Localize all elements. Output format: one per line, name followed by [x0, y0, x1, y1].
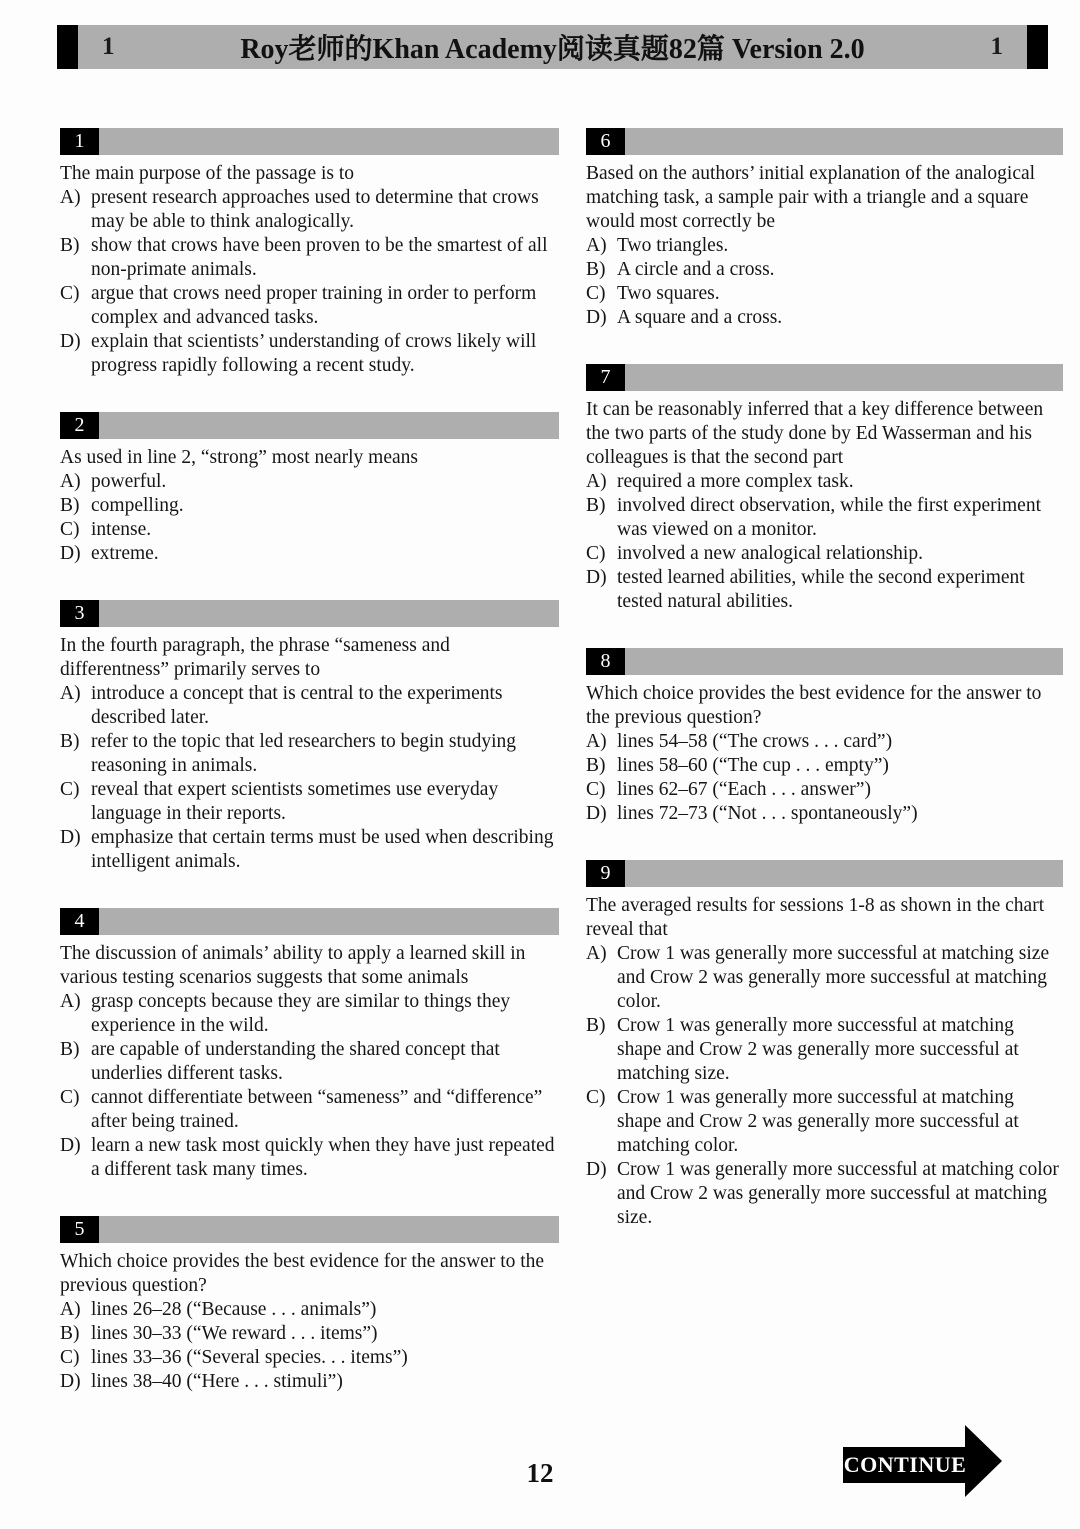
choice-text: grasp concepts because they are similar to things they experience in the wild.	[91, 991, 511, 1036]
question-header-fill	[99, 1216, 559, 1243]
choice-label: D)	[586, 567, 607, 588]
choice-text: learn a new task most quickly when they have just repeated a different task many times.	[91, 1135, 555, 1180]
choice-label: C)	[586, 779, 606, 800]
choice-text: lines 62–67 (“Each . . . answer”)	[617, 779, 871, 800]
choice-d	[60, 1134, 559, 1182]
choice-text: extreme.	[91, 543, 159, 564]
choice-d	[60, 826, 559, 874]
choice-label: B)	[586, 755, 606, 776]
choice-text: compelling.	[91, 495, 184, 516]
choice-c	[60, 1086, 559, 1134]
choice-text: present research approaches used to determine that crows may be able to think analogically.	[91, 187, 539, 232]
left-column	[60, 128, 559, 1428]
choice-text: required a more complex task.	[617, 471, 854, 492]
choice-text: emphasize that certain terms must be used when describing intelligent animals.	[91, 827, 554, 872]
choice-text: lines 26–28 (“Because . . . animals”)	[91, 1299, 377, 1320]
choice-label: B)	[586, 1015, 606, 1036]
choice-label: B)	[60, 235, 80, 256]
choice-c	[586, 1086, 1063, 1158]
page-header	[57, 25, 1048, 69]
choice-text: Two squares.	[617, 283, 720, 304]
continue-arrow-head-icon	[965, 1425, 1002, 1497]
question-2	[60, 412, 559, 566]
question-stem: As used in line 2, “strong” most nearly means	[60, 447, 418, 468]
choice-a	[60, 470, 559, 494]
question-6	[586, 128, 1063, 330]
choice-label: B)	[60, 731, 80, 752]
question-header-fill	[625, 648, 1063, 675]
choice-text: show that crows have been proven to be the smartest of all non-primate animals.	[91, 235, 548, 280]
question-1	[60, 128, 559, 378]
choice-a	[60, 186, 559, 234]
choice-label: C)	[60, 1347, 80, 1368]
question-number: 8	[586, 648, 625, 675]
choice-text: lines 38–40 (“Here . . . stimuli”)	[91, 1371, 343, 1392]
choice-label: A)	[586, 235, 607, 256]
question-stem: Which choice provides the best evidence for the answer to the previous question?	[586, 683, 1042, 728]
question-stem: Based on the authors’ initial explanation of the analogical matching task, a sample pair with a triangle and a square would most correctly be	[586, 163, 1036, 232]
choice-label: A)	[60, 991, 81, 1012]
choice-label: A)	[586, 471, 607, 492]
choice-text: Crow 1 was generally more successful at matching color and Crow 2 was generally more successful at matching size.	[617, 1159, 1059, 1228]
choice-text: are capable of understanding the shared concept that underlies different tasks.	[91, 1039, 500, 1084]
question-header-fill	[99, 128, 559, 155]
choice-a	[586, 470, 1063, 494]
question-header-fill	[99, 600, 559, 627]
choice-a	[586, 730, 1063, 754]
question-header-fill	[625, 860, 1063, 887]
choice-text: explain that scientists’ understanding of crows likely will progress rapidly following a recent study.	[91, 331, 537, 376]
right-column	[586, 128, 1063, 1264]
choice-label: B)	[60, 1323, 80, 1344]
choice-d	[60, 330, 559, 378]
continue-arrow	[843, 1425, 1003, 1497]
choice-d	[586, 802, 1063, 826]
question-7-header-bar	[586, 364, 1063, 391]
question-number: 1	[60, 128, 99, 155]
choice-text: Crow 1 was generally more successful at matching shape and Crow 2 was generally more successful at matching color.	[617, 1087, 1019, 1156]
choice-text: lines 33–36 (“Several species. . . items”)	[91, 1347, 408, 1368]
choice-label: A)	[586, 731, 607, 752]
choice-b	[60, 1038, 559, 1086]
choice-text: Crow 1 was generally more successful at matching size and Crow 2 was generally more successful at matching color.	[617, 943, 1050, 1012]
choice-label: D)	[586, 307, 607, 328]
header-right-black-block	[1027, 25, 1048, 69]
question-6-header-bar	[586, 128, 1063, 155]
choice-label: C)	[586, 283, 606, 304]
choice-text: lines 54–58 (“The crows . . . card”)	[617, 731, 893, 752]
choice-c	[60, 282, 559, 330]
choice-c	[60, 518, 559, 542]
question-number: 3	[60, 600, 99, 627]
choice-a	[60, 1298, 559, 1322]
choice-b	[60, 730, 559, 778]
choice-b	[60, 234, 559, 282]
choice-text: involved a new analogical relationship.	[617, 543, 923, 564]
choice-label: A)	[60, 471, 81, 492]
question-4-header-bar	[60, 908, 559, 935]
choice-b	[586, 258, 1063, 282]
choice-text: A square and a cross.	[617, 307, 783, 328]
choice-b	[60, 494, 559, 518]
choice-c	[586, 542, 1063, 566]
question-number: 5	[60, 1216, 99, 1243]
question-2-header-bar	[60, 412, 559, 439]
question-3-header-bar	[60, 600, 559, 627]
choice-d	[60, 1370, 559, 1394]
choice-label: B)	[586, 259, 606, 280]
choice-a	[60, 990, 559, 1038]
choice-label: C)	[586, 1087, 606, 1108]
choice-text: introduce a concept that is central to the experiments described later.	[91, 683, 503, 728]
choice-a	[60, 682, 559, 730]
choice-text: reveal that expert scientists sometimes use everyday language in their reports.	[91, 779, 499, 824]
choice-label: B)	[586, 495, 606, 516]
choice-a	[586, 942, 1063, 1014]
header-right-section-number: 1	[990, 33, 1003, 60]
question-header-fill	[99, 412, 559, 439]
choice-text: lines 58–60 (“The cup . . . empty”)	[617, 755, 889, 776]
question-number: 4	[60, 908, 99, 935]
question-header-fill	[625, 364, 1063, 391]
question-number: 9	[586, 860, 625, 887]
choice-label: C)	[60, 779, 80, 800]
choice-label: D)	[60, 827, 81, 848]
question-stem: The discussion of animals’ ability to apply a learned skill in various testing scenarios suggests that some animals	[60, 943, 526, 988]
choice-a	[586, 234, 1063, 258]
choice-label: D)	[60, 1371, 81, 1392]
choice-c	[586, 282, 1063, 306]
choice-label: A)	[60, 187, 81, 208]
question-8-header-bar	[586, 648, 1063, 675]
choice-text: A circle and a cross.	[617, 259, 775, 280]
choice-text: Crow 1 was generally more successful at matching shape and Crow 2 was generally more successful at matching size.	[617, 1015, 1019, 1084]
choice-d	[60, 542, 559, 566]
choice-label: C)	[60, 1087, 80, 1108]
question-3	[60, 600, 559, 874]
question-9	[586, 860, 1063, 1230]
choice-label: C)	[60, 519, 80, 540]
question-7	[586, 364, 1063, 614]
header-left-black-block	[57, 25, 78, 69]
question-stem: The averaged results for sessions 1-8 as shown in the chart reveal that	[586, 895, 1045, 940]
choice-text: tested learned abilities, while the second experiment tested natural abilities.	[617, 567, 1025, 612]
choice-label: D)	[60, 1135, 81, 1156]
choice-label: D)	[586, 1159, 607, 1180]
choice-d	[586, 306, 1063, 330]
choice-text: cannot differentiate between “sameness” and “difference” after being trained.	[91, 1087, 543, 1132]
choice-c	[60, 778, 559, 826]
choice-label: B)	[60, 495, 80, 516]
choice-b	[586, 1014, 1063, 1086]
choice-label: B)	[60, 1039, 80, 1060]
question-1-header-bar	[60, 128, 559, 155]
question-header-fill	[99, 908, 559, 935]
choice-label: A)	[60, 683, 81, 704]
choice-text: Two triangles.	[617, 235, 729, 256]
continue-label: CONTINUE	[843, 1447, 967, 1483]
choice-text: refer to the topic that led researchers to begin studying reasoning in animals.	[91, 731, 517, 776]
choice-label: D)	[60, 331, 81, 352]
question-number: 7	[586, 364, 625, 391]
question-header-fill	[625, 128, 1063, 155]
choice-b	[586, 494, 1063, 542]
choice-text: argue that crows need proper training in order to perform complex and advanced tasks.	[91, 283, 537, 328]
page-title: Roy老师的Khan Academy阅读真题82篇 Version 2.0	[240, 34, 865, 65]
choice-text: lines 30–33 (“We reward . . . items”)	[91, 1323, 378, 1344]
choice-c	[60, 1346, 559, 1370]
choice-d	[586, 1158, 1063, 1230]
choice-b	[60, 1322, 559, 1346]
choice-label: A)	[586, 943, 607, 964]
choice-text: lines 72–73 (“Not . . . spontaneously”)	[617, 803, 918, 824]
choice-label: A)	[60, 1299, 81, 1320]
choice-b	[586, 754, 1063, 778]
choice-label: C)	[60, 283, 80, 304]
question-5	[60, 1216, 559, 1394]
choice-d	[586, 566, 1063, 614]
choice-label: C)	[586, 543, 606, 564]
question-number: 6	[586, 128, 625, 155]
page-number: 12	[526, 1458, 554, 1488]
question-5-header-bar	[60, 1216, 559, 1243]
choice-text: intense.	[91, 519, 152, 540]
question-9-header-bar	[586, 860, 1063, 887]
question-4	[60, 908, 559, 1182]
choice-label: D)	[586, 803, 607, 824]
question-stem: The main purpose of the passage is to	[60, 163, 355, 184]
question-8	[586, 648, 1063, 826]
question-number: 2	[60, 412, 99, 439]
choice-text: powerful.	[91, 471, 167, 492]
question-stem: In the fourth paragraph, the phrase “sameness and differentness” primarily serves to	[60, 635, 450, 680]
question-stem: Which choice provides the best evidence for the answer to the previous question?	[60, 1251, 545, 1296]
choice-c	[586, 778, 1063, 802]
choice-text: involved direct observation, while the first experiment was viewed on a monitor.	[617, 495, 1042, 540]
question-stem: It can be reasonably inferred that a key difference between the two parts of the study done by Ed Wasserman and his colleagues is that the second part	[586, 399, 1044, 468]
header-left-section-number: 1	[102, 33, 115, 60]
choice-label: D)	[60, 543, 81, 564]
